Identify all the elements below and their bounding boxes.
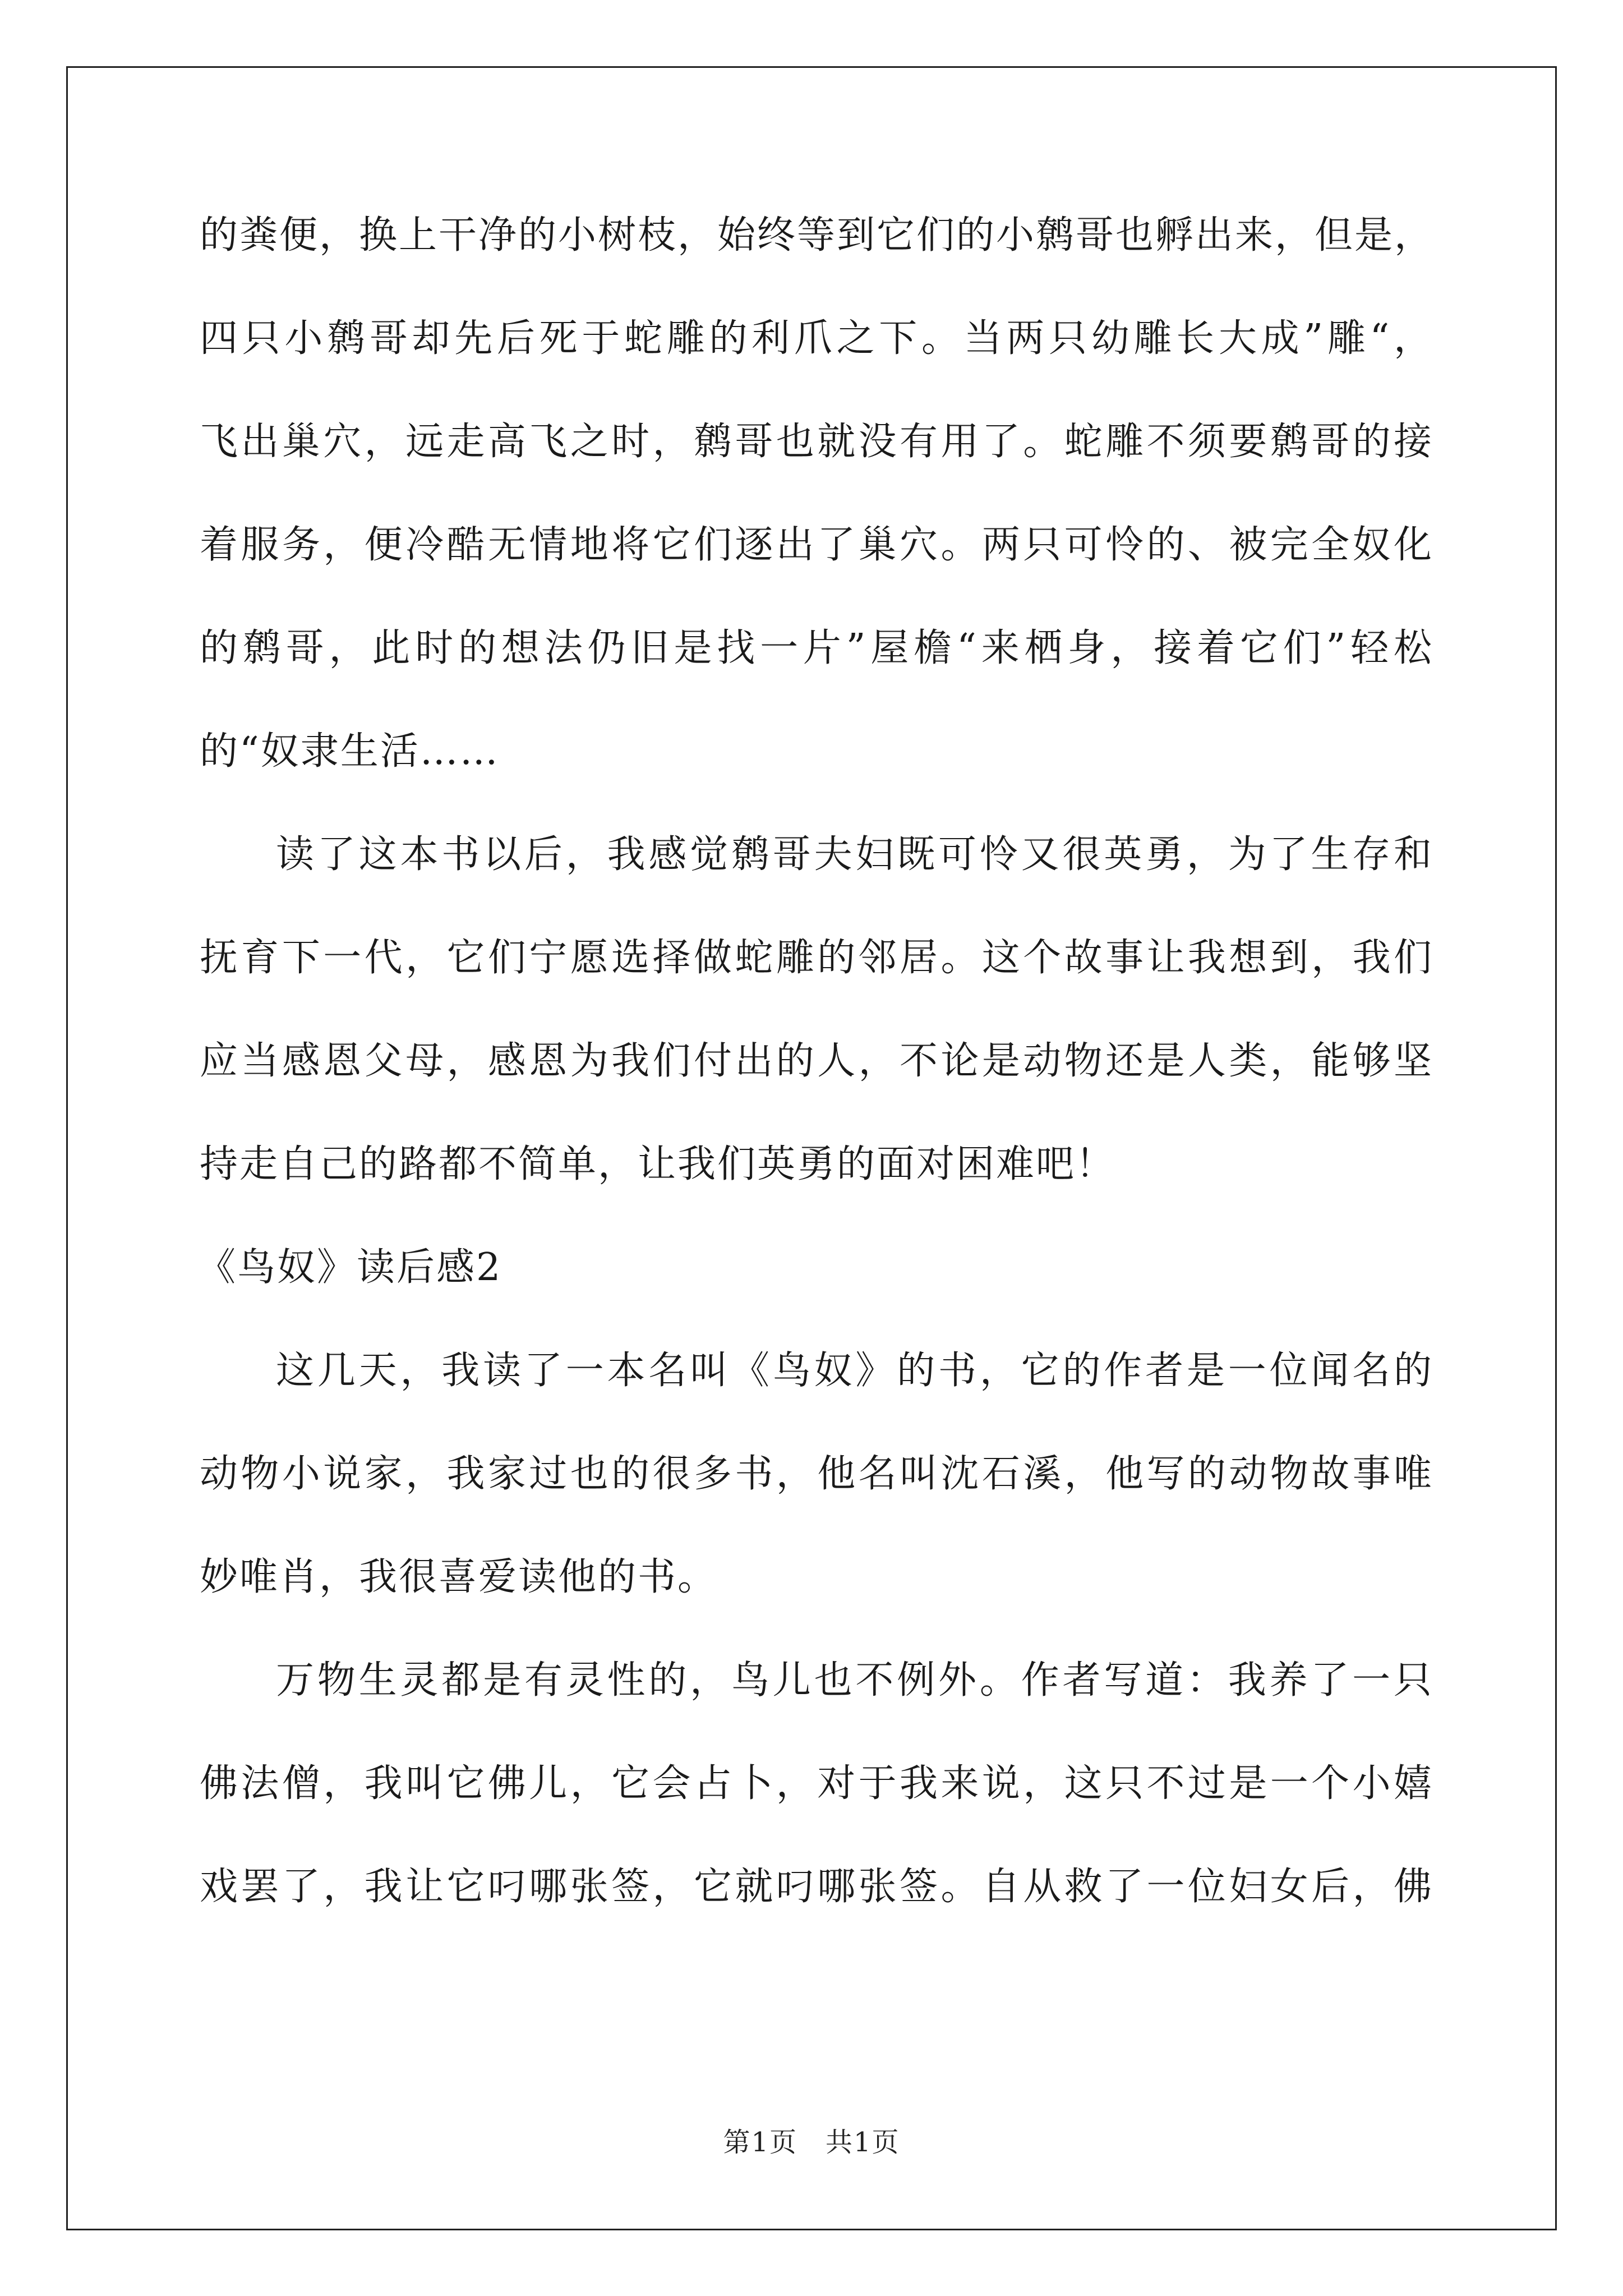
paragraph-first-line: 读了这本书以后，我感觉鹩哥夫妇既可怜又很英勇，为了生存和 [276,832,1433,877]
section-heading: 《鸟奴》读后感2 [197,1245,502,1290]
text-line-10: 持走自己的路都不简单，让我们英勇的面对困难吧！ [200,1142,1116,1186]
text-line-3: 飞出巢穴，远走高飞之时，鹩哥也就没有用了。蛇雕不须要鹩哥的接 [200,420,1433,464]
text-line-5: 的鹩哥，此时的想法仍旧是找一片”屋檐“来栖身，接着它们”轻松 [200,626,1433,670]
page-footer: 第1页 共1页 [723,2127,900,2158]
text-line-16: 佛法僧，我叫它佛儿，它会占卜，对于我来说，这只不过是一个小嬉 [200,1761,1433,1806]
text-line-2: 四只小鹩哥却先后死于蛇雕的利爪之下。当两只幼雕长大成”雕“， [200,316,1433,361]
text-line-9: 应当感恩父母，感恩为我们付出的人，不论是动物还是人类，能够坚 [200,1039,1433,1083]
text-line-6: 的“奴隶生活…… [200,729,500,774]
text-line-14: 妙唯肖，我很喜爱读他的书。 [200,1555,718,1599]
paragraph-first-line: 这几天，我读了一本名叫《鸟奴》的书，它的作者是一位闻名的 [276,1349,1433,1393]
text-line-17: 戏罢了，我让它叼哪张签，它就叼哪张签。自从救了一位妇女后，佛 [200,1865,1433,1909]
text-line-1: 的粪便，换上干净的小树枝，始终等到它们的小鹩哥也孵出来，但是， [200,213,1435,257]
text-line-13: 动物小说家，我家过也的很多书，他名叫沈石溪，他写的动物故事唯 [200,1452,1433,1496]
text-line-4: 着服务，便冷酷无情地将它们逐出了巢穴。两只可怜的、被完全奴化 [200,523,1433,567]
text-line-8: 抚育下一代，它们宁愿选择做蛇雕的邻居。这个故事让我想到，我们 [200,936,1433,980]
paragraph-first-line: 万物生灵都是有灵性的，鸟儿也不例外。作者写道：我养了一只 [276,1658,1433,1703]
